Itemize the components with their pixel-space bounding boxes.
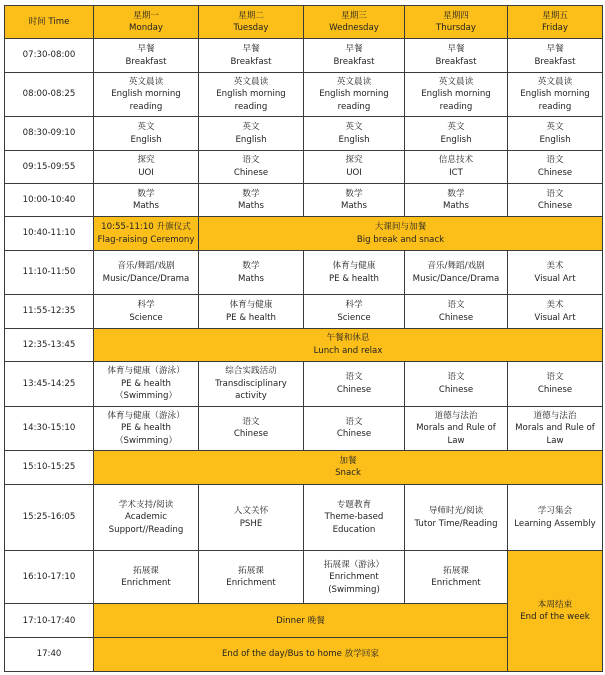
lunch-cell [94,328,603,361]
lesson-zh: 数学 [345,188,363,199]
lesson-zh: 语文 [546,372,564,383]
lesson-cell [304,551,405,604]
lesson-cell [199,406,304,451]
lesson-en: English morning reading [421,89,491,112]
lesson-zh: 英文晨读 [233,76,269,87]
lesson-cell [405,72,508,117]
lesson-cell [508,484,603,551]
lesson-en: Maths [238,273,264,284]
day-en: Thursday [436,23,476,34]
lesson-cell [304,39,405,72]
lesson-cell [508,295,603,328]
lesson-zh: 拓展课（游泳） [323,559,385,570]
lesson-en: PE & health [121,423,171,434]
lesson-zh: 科学 [345,300,363,311]
time-slot: 13:45-14:25 [5,362,94,407]
lesson-en: ICT [449,167,463,178]
lesson-en: English morning reading [319,89,389,112]
lesson-en: Chinese [233,167,269,178]
lesson-zh: 探究 [345,155,363,166]
lesson-zh: 综合实践活动 [225,366,277,377]
table-row [5,406,603,451]
lesson-en: Academic Support//Reading [108,512,184,535]
lesson-cell [405,362,508,407]
lesson-en: Maths [133,201,159,212]
lesson-cell [199,150,304,183]
lesson-zh: 英文晨读 [438,76,474,87]
day-header-friday [508,6,603,39]
lesson-en: Transdisciplinary activity [215,378,287,402]
lesson-zh: 语文 [447,372,465,383]
header-row [5,6,603,39]
day-zh: 星期四 [443,10,469,21]
lesson-zh: 英文 [345,122,363,132]
time-slot: 11:55-12:35 [5,295,94,328]
lesson-cell [94,250,199,295]
lesson-zh: 英文 [242,122,260,132]
flag-raising-zh: 10:55-11:10 升旗仪式 [101,222,191,233]
lesson-cell [94,295,199,328]
lesson-zh: 体育与健康 [332,261,376,272]
lesson-cell [405,484,508,551]
lesson-en: English morning reading [111,89,181,112]
lesson-cell [94,150,199,183]
time-slot: 15:10-15:25 [5,451,94,484]
lesson-zh: 早餐 [137,44,155,55]
lesson-zh: 专题教育 [336,499,372,510]
lesson-zh: 科学 [137,300,155,311]
lesson-cell [94,406,199,451]
table-row [5,362,603,407]
lesson-en: PE & health [226,312,276,323]
lesson-cell [199,117,304,150]
lesson-en: Maths [238,201,264,212]
lesson-cell [304,150,405,183]
lesson-en: Morals and Rule of Law [416,423,496,446]
lesson-en: Chinese [438,384,474,395]
lesson-zh: 音乐/舞蹈/戏剧 [427,261,485,272]
time-slot: 17:10-17:40 [5,604,94,638]
lesson-en: Morals and Rule of Law [515,423,595,446]
lesson-cell [405,295,508,328]
day-en: Tuesday [233,23,269,34]
lesson-cell [405,406,508,451]
lesson-zh: 美术 [546,300,564,311]
time-slot: 17:40 [5,638,94,672]
lesson-en: Chinese [336,384,372,395]
lesson-en: Chinese [537,201,573,212]
lesson-en: Chinese [537,167,573,178]
lesson-en: Breakfast [125,56,167,67]
table-row [5,39,603,72]
lesson-en: Breakfast [534,56,576,67]
lesson-zh: 拓展课 [443,565,469,576]
time-slot: 08:00-08:25 [5,72,94,117]
lesson-cell [405,117,508,150]
time-slot: 09:15-09:55 [5,150,94,183]
lesson-zh: 探究 [137,155,155,166]
snack-en: Snack [335,468,361,479]
lesson-zh: 美术 [546,261,564,272]
lesson-cell [199,184,304,217]
lesson-en: Enrichment [431,578,481,589]
lesson-zh: 学术支持/阅读 [118,499,174,510]
time-slot: 10:40-11:10 [5,217,94,250]
end-of-week-cell [508,551,603,672]
table-row [5,150,603,183]
end-of-week-zh: 本周结束 [537,599,573,610]
lesson-cell [199,72,304,117]
time-slot: 08:30-09:10 [5,117,94,150]
lesson-zh: 数学 [242,188,260,199]
lesson-extra: （Swimming） [114,435,178,446]
lesson-zh: 早餐 [242,44,260,55]
end-of-day-cell: End of the day/Bus to home 放学回家 [94,638,508,672]
lesson-en: Chinese [537,384,573,395]
time-slot: 14:30-15:10 [5,406,94,451]
lesson-extra: （Swimming） [114,391,178,402]
lesson-zh: 早餐 [447,44,465,55]
dinner-cell: Dinner 晚餐 [94,604,508,638]
lesson-zh: 道德与法治 [533,410,577,421]
lesson-cell [94,551,199,604]
table-row [5,328,603,361]
lesson-en: Science [337,312,371,323]
lesson-en: English morning reading [216,89,286,112]
end-of-week-en: End of the week [520,612,590,623]
lesson-cell [405,250,508,295]
lesson-en: Breakfast [435,56,477,67]
lesson-cell [304,484,405,551]
lesson-en: Chinese [233,429,269,440]
lesson-en: Visual Art [534,312,576,323]
lesson-en: Breakfast [230,56,272,67]
lesson-cell [508,184,603,217]
lesson-en: English [130,134,162,145]
lesson-en: English [440,134,472,145]
lesson-zh: 早餐 [546,44,564,55]
table-row [5,551,603,604]
lesson-zh: 拓展课 [133,565,159,576]
lesson-en: Breakfast [333,56,375,67]
lesson-zh: 语文 [546,155,564,166]
big-break-zh: 大课间与加餐 [374,222,427,233]
lesson-zh: 体育与健康 [229,300,273,311]
lesson-en: English [338,134,370,145]
lesson-cell [405,150,508,183]
lesson-en: Chinese [438,312,474,323]
lesson-cell [304,295,405,328]
lesson-cell [94,72,199,117]
lesson-zh: 语文 [447,300,465,311]
lesson-en: PSHE [239,518,263,529]
lesson-en: Enrichment [226,578,276,589]
day-header-monday [94,6,199,39]
lesson-cell [304,406,405,451]
lesson-en: Tutor Time/Reading [414,518,498,529]
lesson-cell [508,250,603,295]
lesson-zh: 英文晨读 [128,76,164,87]
lesson-en: English morning reading [520,89,590,112]
time-slot: 07:30-08:00 [5,39,94,72]
lesson-en: Enrichment (Swimming) [328,572,380,595]
lesson-cell [94,184,199,217]
lesson-en: Music/Dance/Drama [102,273,190,284]
day-en: Wednesday [329,23,379,34]
lesson-cell [94,117,199,150]
day-zh: 星期三 [341,10,367,21]
lesson-en: PE & health [329,273,379,284]
lesson-zh: 英文晨读 [336,76,372,87]
table-row [5,72,603,117]
big-break-cell [199,217,603,250]
lesson-cell [405,184,508,217]
lunch-zh: 午餐和休息 [326,333,370,344]
lesson-cell [94,484,199,551]
lesson-zh: 道德与法治 [434,410,478,421]
lesson-cell [199,484,304,551]
flag-raising-cell [94,217,199,250]
table-row [5,217,603,250]
lesson-cell [94,362,199,407]
lesson-zh: 语文 [242,416,260,427]
lesson-en: Music/Dance/Drama [412,273,500,284]
lesson-cell [508,362,603,407]
table-row [5,117,603,150]
lesson-en: Chinese [336,429,372,440]
lesson-zh: 语文 [345,372,363,383]
lesson-zh: 数学 [137,188,155,199]
day-header-wednesday [304,6,405,39]
lesson-cell [304,117,405,150]
lesson-zh: 英文 [447,122,465,132]
lesson-cell [508,117,603,150]
lunch-en: Lunch and relax [313,345,383,356]
lesson-en: Science [129,312,163,323]
lesson-zh: 音乐/舞蹈/戏剧 [117,261,175,272]
flag-raising-en: Flag-raising Ceremony [97,234,195,245]
lesson-en: PE & health [121,378,171,389]
lesson-cell [405,39,508,72]
lesson-zh: 语文 [345,416,363,427]
lesson-zh: 学习集会 [537,506,573,517]
lesson-zh: 英文 [137,122,155,132]
table-row [5,184,603,217]
day-zh: 星期五 [542,10,568,21]
day-en: Friday [541,23,569,34]
lesson-en: Theme-based Education [324,512,384,535]
snack-zh: 加餐 [339,455,357,466]
snack-cell [94,451,603,484]
lesson-zh: 语文 [242,155,260,166]
lesson-cell [94,39,199,72]
lesson-zh: 人文关怀 [233,506,269,517]
lesson-zh: 拓展课 [238,565,264,576]
lesson-zh: 信息技术 [438,155,474,166]
time-slot: 16:10-17:10 [5,551,94,604]
lesson-cell [508,39,603,72]
lesson-en: Learning Assembly [514,518,596,529]
lesson-cell [304,250,405,295]
lesson-cell [199,39,304,72]
lesson-zh: 体育与健康（游泳） [107,410,185,421]
lesson-en: UOI [346,167,362,178]
table-row [5,295,603,328]
lesson-zh: 英文晨读 [537,76,573,87]
lesson-en: Visual Art [534,273,576,284]
lesson-en: Maths [341,201,367,212]
lesson-cell [304,184,405,217]
lesson-cell [405,551,508,604]
weekly-timetable [4,5,603,672]
table-row [5,250,603,295]
lesson-cell [199,551,304,604]
time-slot: 10:00-10:40 [5,184,94,217]
time-header: 时间 Time [5,6,94,39]
lesson-en: UOI [138,167,154,178]
lesson-zh: 早餐 [345,44,363,55]
lesson-cell [304,362,405,407]
day-header-thursday [405,6,508,39]
day-zh: 星期二 [238,10,264,21]
lesson-en: English [235,134,267,145]
lesson-cell [508,72,603,117]
lesson-cell [199,362,304,407]
lesson-zh: 数学 [447,188,465,199]
lesson-zh: 数学 [242,261,260,272]
lesson-en: Maths [443,201,469,212]
lesson-cell [304,72,405,117]
time-slot: 12:35-13:45 [5,328,94,361]
lesson-zh: 英文 [546,122,564,132]
time-slot: 15:25-16:05 [5,484,94,551]
day-en: Monday [129,23,163,34]
lesson-cell [199,295,304,328]
table-row [5,484,603,551]
lesson-cell [508,150,603,183]
lesson-zh: 体育与健康（游泳） [107,366,185,377]
lesson-en: Enrichment [121,578,171,589]
lesson-zh: 语文 [546,188,564,199]
lesson-en: English [539,134,571,145]
lesson-cell [508,406,603,451]
lesson-cell [199,250,304,295]
day-header-tuesday [199,6,304,39]
big-break-en: Big break and snack [356,234,445,245]
table-row [5,451,603,484]
lesson-zh: 导师时光/阅读 [428,506,484,517]
time-slot: 11:10-11:50 [5,250,94,295]
day-zh: 星期一 [133,10,159,21]
